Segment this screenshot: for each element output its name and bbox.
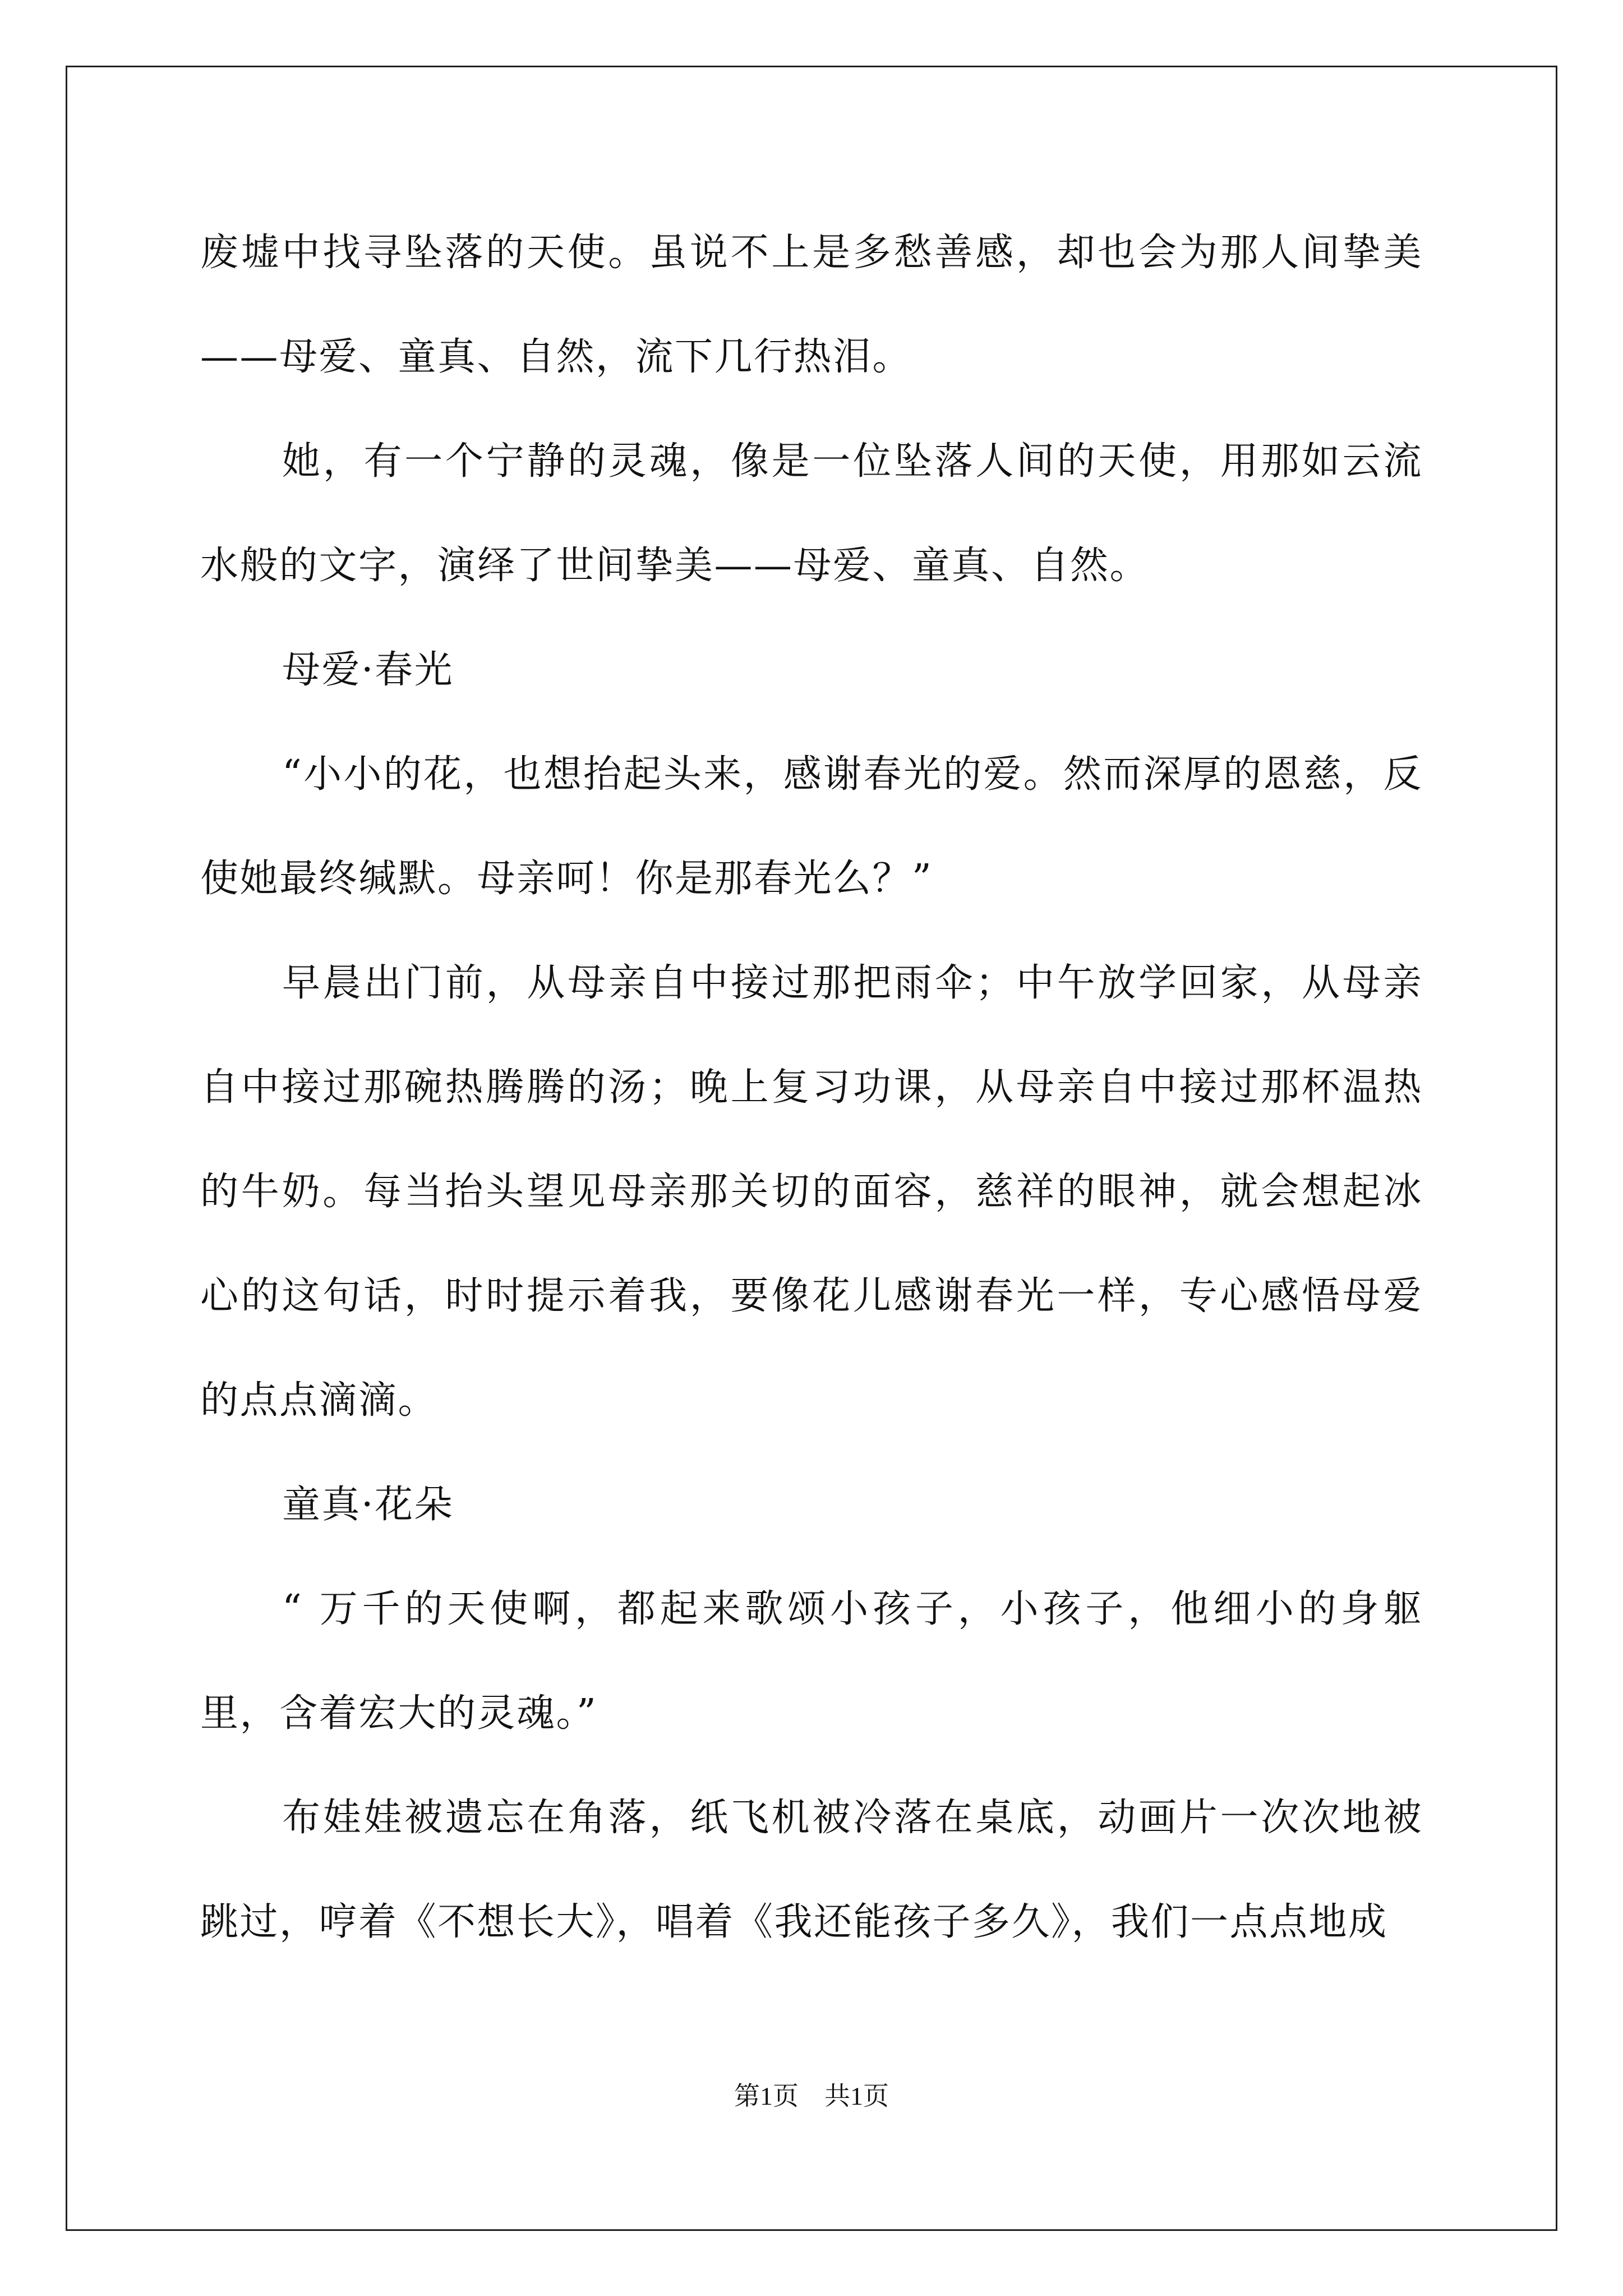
paragraph: 布娃娃被遗忘在角落，纸飞机被冷落在桌底，动画片一次次地被跳过，哼着《不想长大》，唱着《我还能孩子多久》，我们一点点地成 [200, 1796, 1423, 1944]
paragraph: 废墟中找寻坠落的天使。虽说不上是多愁善感，却也会为那人间挚美——母爱、童真、自然，流下几行热泪。 [200, 231, 1423, 379]
page-number-footer: 第1页 共1页 [734, 2082, 889, 2110]
document-body [200, 201, 1423, 1975]
section-heading: 童真·花朵 [282, 1483, 454, 1527]
section-heading: 母爱·春光 [282, 648, 454, 692]
quote-paragraph: “小小的花，也想抬起头来，感谢春光的爱。然而深厚的恩慈，反使她最终缄默。母亲呵！你是那春光么？” [200, 752, 1423, 901]
quote-paragraph: “ 万千的天使啊，都起来歌颂小孩子，小孩子，他细小的身躯里，含着宏大的灵魂。” [200, 1587, 1423, 1736]
paragraph: 早晨出门前，从母亲自中接过那把雨伞；中午放学回家，从母亲自中接过那碗热腾腾的汤；晚上复习功课，从母亲自中接过那杯温热的牛奶。每当抬头望见母亲那关切的面容，慈祥的眼神，就会想起冰心的这句话，时时提示着我，要像花儿感谢春光一样，专心感悟母爱的点点滴滴。 [200, 961, 1423, 1423]
paragraph: 她，有一个宁静的灵魂，像是一位坠落人间的天使，用那如云流水般的文字，演绎了世间挚美——母爱、童真、自然。 [200, 439, 1423, 588]
